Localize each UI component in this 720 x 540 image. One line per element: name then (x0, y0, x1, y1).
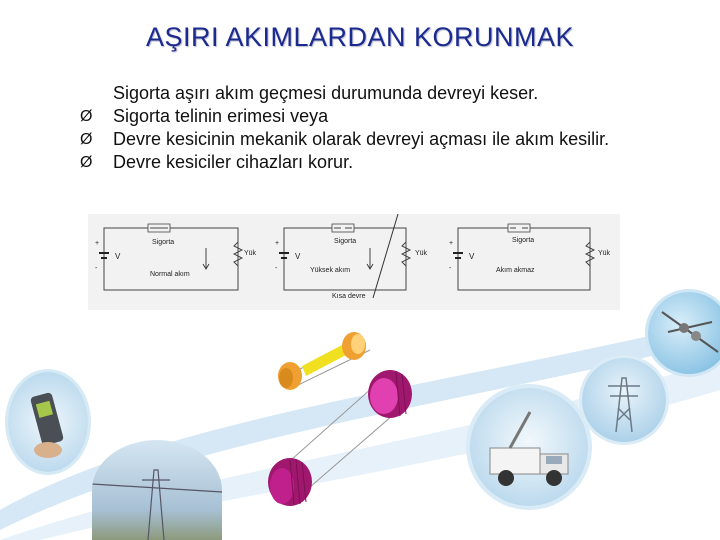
minus-label: - (275, 265, 278, 272)
bullet-item (80, 105, 609, 128)
bullet-marker: Ø (80, 131, 93, 148)
fuse-label: Sigorta (512, 237, 535, 244)
voltage-label: V (469, 252, 475, 261)
transmission-tower-photo (582, 358, 666, 442)
voltage-label: V (115, 252, 121, 261)
cartridge-fuse-magenta (268, 370, 412, 506)
load-label: Yük (244, 250, 257, 257)
truck-icon (470, 388, 588, 506)
bullet-text: Sigorta aşırı akım geçmesi durumunda devreyi keser. (113, 83, 539, 103)
bullet-item (80, 151, 609, 174)
bullet-list (80, 82, 609, 174)
load-label: Yük (598, 250, 611, 257)
landscape-towers-photo (92, 440, 222, 540)
plus-label: + (449, 240, 454, 247)
plus-label: + (275, 240, 280, 247)
bullet-text: Sigorta telinin erimesi veya (113, 106, 329, 126)
power-line-photo (648, 292, 720, 374)
bullet-text: Devre kesiciler cihazları korur. (113, 152, 354, 172)
fuse-label: Sigorta (152, 239, 175, 246)
fuse-label: Sigorta (334, 238, 357, 245)
minus-label: - (95, 265, 98, 272)
voltage-label: V (295, 252, 301, 261)
utility-truck-photo (470, 388, 588, 506)
current-label: Yüksek akım (310, 267, 351, 274)
minus-label: - (449, 265, 452, 272)
phone-icon (8, 372, 88, 472)
mobile-phone-photo (8, 372, 88, 472)
insulator-icon (648, 292, 720, 374)
slide-title: AŞIRI AKIMLARDAN KORUNMAK (145, 22, 575, 52)
bullet-marker: Ø (80, 154, 93, 171)
load-label: Yük (415, 250, 428, 257)
bullet-item (80, 128, 609, 151)
fuse-circuit-diagrams (88, 214, 620, 310)
current-label: Normal akım (150, 271, 190, 278)
short-circuit-label: Kısa devre (332, 293, 366, 300)
tower-silhouette-icon (92, 440, 222, 540)
bullet-text: Devre kesicinin mekanik olarak devreyi açması ile akım kesilir. (113, 129, 610, 149)
bullet-item (80, 82, 609, 105)
plus-label: + (95, 240, 100, 247)
fuse-illustration (262, 318, 422, 528)
cartridge-fuse-orange (278, 332, 370, 390)
current-label: Akım akmaz (496, 267, 535, 274)
tower-icon (582, 358, 666, 442)
bullet-marker: Ø (80, 108, 93, 125)
